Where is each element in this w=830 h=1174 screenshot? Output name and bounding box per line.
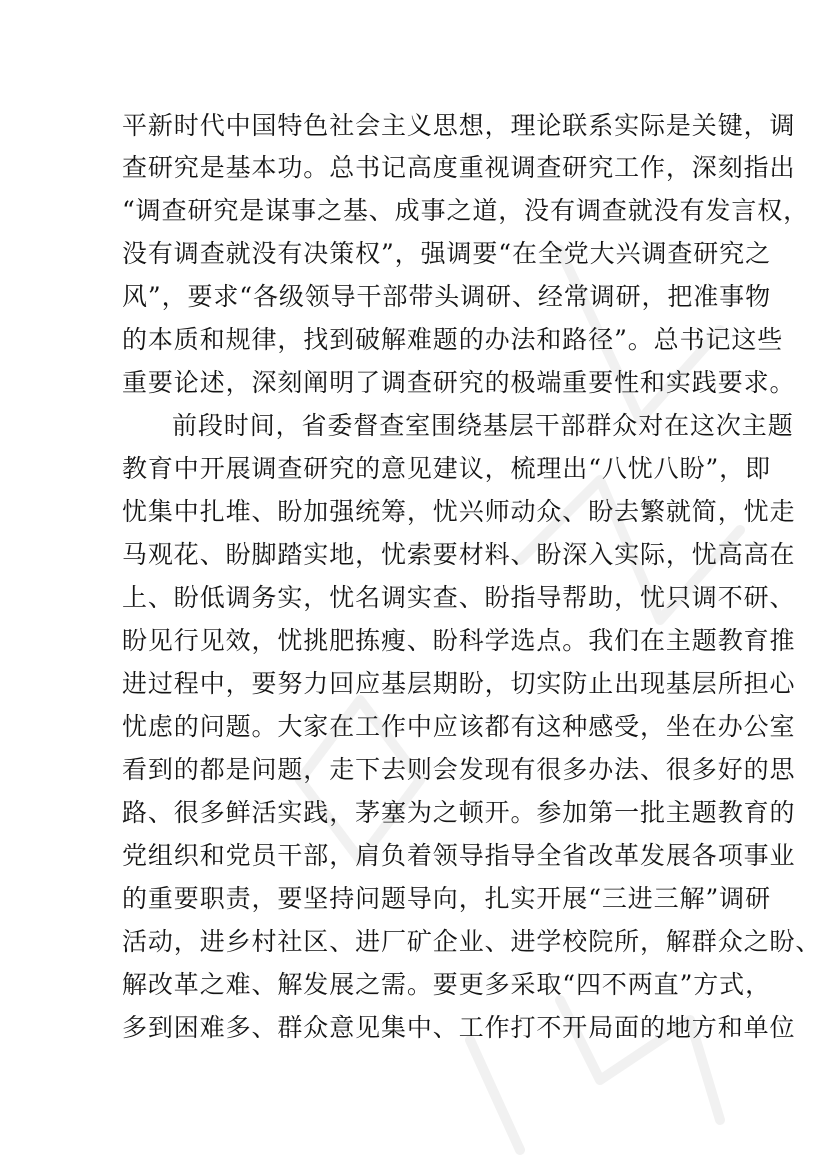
text-line: “调查研究是谋事之基、成事之道，没有调查就没有发言权， [122,196,810,225]
text-line: 路、很多鲜活实践，茅塞为之顿开。参加第一批主题教育的 [122,798,796,827]
text-line: 重要论述，深刻阐明了调查研究的极端重要性和实践要求。 [122,368,796,397]
text-line: 马观花、盼脚踏实地，忧索要材料、盼深入实际，忧高高在 [122,540,796,569]
text-line: 教育中开展调查研究的意见建议，梳理出“八忧八盼”，即 [122,454,771,483]
paragraph-first-line: 前段时间，省委督查室围绕基层干部群众对在这次主题 [172,411,794,440]
text-line: 看到的都是问题，走下去则会发现有很多办法、很多好的思 [122,755,796,784]
text-line: 多到困难多、群众意见集中、工作打不开局面的地方和单位 [122,1013,796,1042]
text-line: 解改革之难、解发展之需。要更多采取“四不两直”方式， [122,970,771,999]
text-line: 活动，进乡村社区、进厂矿企业、进学校院所，解群众之盼、 [122,927,822,956]
text-line: 没有调查就没有决策权”，强调要“在全党大兴调查研究之 [122,239,771,268]
text-line: 的本质和规律，找到破解难题的办法和路径”。总书记这些 [122,325,784,354]
text-line: 上、盼低调务实，忧名调实查、盼指导帮助，忧只调不研、 [122,583,796,612]
text-line: 查研究是基本功。总书记高度重视调查研究工作，深刻指出 [122,153,796,182]
text-line: 盼见行见效，忧挑肥拣瘦、盼科学选点。我们在主题教育推 [122,626,796,655]
text-line: 风”，要求“各级领导干部带头调研、经常调研，把准事物 [122,282,771,311]
text-line: 平新时代中国特色社会主义思想，理论联系实际是关键，调 [122,111,796,140]
text-line: 忧集中扎堆、盼加强统筹，忧兴师动众、盼去繁就简，忧走 [122,497,796,526]
text-line: 党组织和党员干部，肩负着领导指导全省改革发展各项事业 [122,841,796,870]
text-line: 的重要职责，要坚持问题导向，扎实开展“三进三解”调研 [122,884,771,913]
text-line: 忧虑的问题。大家在工作中应该都有这种感受，坐在办公室 [122,712,796,741]
text-line: 进过程中，要努力回应基层期盼，切实防止出现基层所担心 [122,669,796,698]
